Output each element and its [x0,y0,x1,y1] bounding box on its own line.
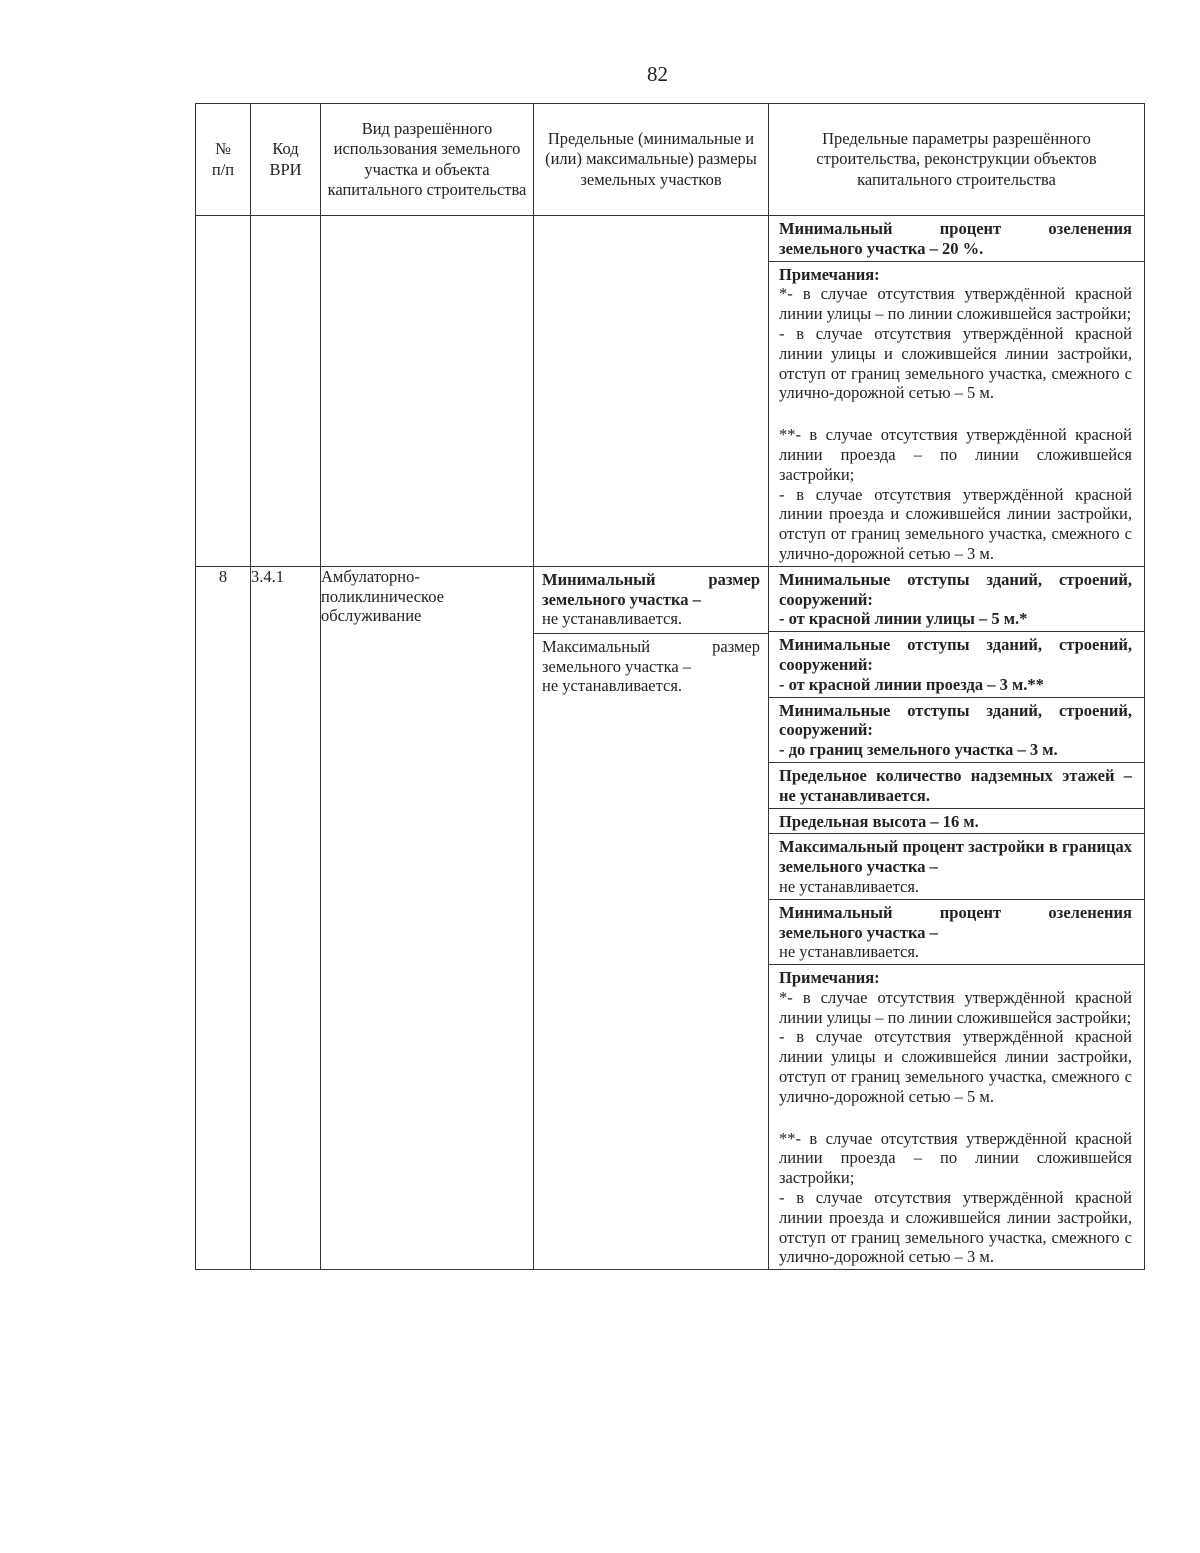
zoning-table [195,103,1145,1270]
note-8-3: **- в случае отсутствия утверждённой красной линии проезда – по линии сложившейся застройки; [779,1128,1132,1188]
notes-8 [769,965,1144,1269]
max-size: Максимальный размер земельного участка – не устанавливается. [542,636,760,696]
note-prev-3: **- в случае отсутствия утверждённой красной линии проезда – по линии сложившейся застройки; [779,425,1132,484]
greening-limit: Минимальный процент озеленения земельного участка – не устанавливается. [769,900,1144,965]
table-row-prev [196,216,1145,567]
row-num: 8 [196,566,251,1270]
setback-street: Минимальные отступы зданий, строений, сооружений: - от красной линии улицы – 5 м.* [769,567,1144,632]
min-size: Минимальный размер земельного участка – не устанавливается. [534,567,768,634]
setback-drive: Минимальные отступы зданий, строений, сооружений: - от красной линии проезда – 3 м.** [769,632,1144,697]
floors-limit: Предельное количество надземных этажей – не устанавливается. [769,763,1144,809]
note-prev-2: - в случае отсутствия утверждённой красной линии улицы и сложившейся линии застройки, отступ от границ земельного участка, смежного с улично-дорожной сетью – 5 м. [779,323,1132,403]
params-cell-prev [769,216,1145,567]
notes-prev [769,262,1144,566]
table-header-row [196,104,1145,216]
size-cell [534,566,769,1270]
params-cell-8 [769,566,1145,1270]
header-min-max: Предельные (минимальные и (или) максимальные) размеры земельных участков [534,104,769,216]
page-number: 82 [647,62,668,86]
header-num: № п/п [196,104,251,216]
setback-border: Минимальные отступы зданий, строений, сооружений: - до границ земельного участка – 3 м. [769,698,1144,763]
note-8-1: *- в случае отсутствия утверждённой красной линии улицы – по линии сложившейся застройки; [779,987,1132,1027]
height-limit: Предельная высота – 16 м. [769,809,1144,835]
note-8-2: - в случае отсутствия утверждённой красной линии улицы и сложившейся линии застройки, отступ от границ земельного участка, смежного с улично-дорожной сетью – 5 м. [779,1027,1132,1106]
greening-prev: Минимальный процент озеленения земельного участка – 20 %. [769,216,1144,262]
coverage-limit: Максимальный процент застройки в границах земельного участка – не устанавливается. [769,834,1144,899]
row-vid: Амбулаторно-поликлиническое обслуживание [321,566,534,1270]
note-prev-4: - в случае отсутствия утверждённой красной линии проезда и сложившейся линии застройки, отступ от границ земельного участка, смежного с улично-дорожной сетью – 3 м. [779,484,1132,563]
header-code: Код ВРИ [251,104,321,216]
notes-title-prev: Примечания: [779,264,880,284]
header-params: Предельные параметры разрешённого строительства, реконструкции объектов капитального строительства [769,104,1145,216]
header-vid: Вид разрешённого использования земельного участка и объекта капитального строительства [321,104,534,216]
note-prev-1: *- в случае отсутствия утверждённой красной линии улицы – по линии сложившейся застройки; [779,284,1132,324]
note-8-4: - в случае отсутствия утверждённой красной линии проезда и сложившейся линии застройки, отступ от границ земельного участка, смежного с улично-дорожной сетью – 3 м. [779,1188,1132,1267]
table-row-8 [196,566,1145,1270]
notes-title-8: Примечания: [779,968,880,988]
row-code: 3.4.1 [251,566,321,1270]
